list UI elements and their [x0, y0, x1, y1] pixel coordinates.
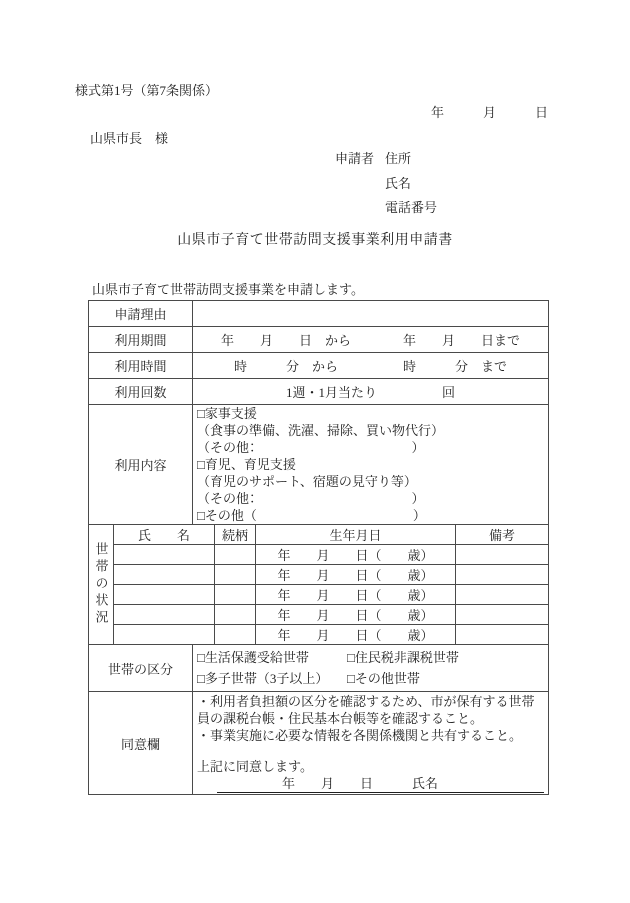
row-usage-content: [89, 405, 549, 525]
housework-other: （その他： ）: [197, 440, 425, 455]
signature-line-text: 年 月 日 氏名: [217, 776, 439, 791]
member-remarks-cell: [456, 605, 549, 625]
member-name-cell: [114, 585, 215, 605]
consent-item-1-line-2: 員の課税台帳・住民基本台帳等を確認すること。: [197, 711, 484, 726]
member-name-cell: [114, 625, 215, 645]
household-status-label: 世帯の状況: [89, 525, 114, 645]
checkbox-multi-child-household: □多子世帯（3子以上）: [197, 671, 329, 686]
consent-item-1-line-1: ・利用者負担額の区分を確認するため、市が保有する世帯: [197, 694, 535, 709]
member-name-cell: [114, 565, 215, 585]
applicant-address-label: 住所: [385, 151, 412, 166]
checkbox-tax-exempt-household: □住民税非課税世帯: [347, 650, 459, 665]
row-usage-count: [89, 379, 549, 405]
member-relationship-cell: [215, 585, 256, 605]
usage-count-value: 1週・1月当たり 回: [193, 379, 549, 405]
usage-content-value: [193, 405, 549, 525]
form-number: 様式第1号（第7条関係）: [75, 83, 219, 98]
consent-value: [193, 692, 549, 795]
application-reason-label: 申請理由: [89, 301, 193, 327]
consent-agree-text: 上記に同意します。: [197, 759, 313, 774]
checkbox-childcare: □育児、育児支援: [197, 457, 296, 472]
household-header-name: 氏 名: [114, 525, 215, 545]
member-birthdate-cell: 年 月 日（ 歳）: [256, 565, 456, 585]
usage-time-value: 時 分 から 時 分 まで: [193, 353, 549, 379]
usage-count-label: 利用回数: [89, 379, 193, 405]
intro-text: 山県市子育て世帯訪問支援事業を申請します。: [92, 282, 364, 297]
application-table: [88, 300, 549, 795]
row-usage-time: [89, 353, 549, 379]
row-household-category: [89, 645, 549, 692]
row-household-header: [89, 525, 549, 545]
member-relationship-cell: [215, 625, 256, 645]
consent-gap: [197, 744, 544, 758]
member-name-cell: [114, 605, 215, 625]
household-member-row: [89, 545, 549, 565]
applicant-row: [335, 151, 411, 167]
applicant-name-label: 氏名: [385, 176, 412, 191]
checkbox-other: □その他（ ）: [197, 508, 426, 523]
usage-period-label: 利用期間: [89, 327, 193, 353]
consent-label: 同意欄: [89, 692, 193, 795]
household-member-row: [89, 585, 549, 605]
household-header-relationship: 続柄: [215, 525, 256, 545]
member-birthdate-cell: 年 月 日（ 歳）: [256, 605, 456, 625]
date-line: 年 月 日: [430, 105, 548, 120]
housework-examples: （食事の準備、洗濯、掃除、買い物代行）: [197, 423, 445, 438]
member-relationship-cell: [215, 565, 256, 585]
document-title: 山県市子育て世帯訪問支援事業利用申請書: [177, 233, 453, 248]
childcare-examples: （育児のサポート、宿題の見守り等）: [197, 474, 417, 489]
household-member-row: [89, 605, 549, 625]
household-category-value: [193, 645, 549, 692]
applicant-label: 申請者: [335, 151, 375, 166]
member-birthdate-cell: 年 月 日（ 歳）: [256, 545, 456, 565]
member-relationship-cell: [215, 605, 256, 625]
addressee: 山県市長 様: [90, 131, 169, 146]
usage-content-label: 利用内容: [89, 405, 193, 525]
household-header-birthdate: 生年月日: [256, 525, 456, 545]
applicant-phone-label: 電話番号: [385, 200, 438, 215]
signature-line: [217, 775, 544, 793]
checkbox-welfare-household: □生活保護受給世帯: [197, 650, 309, 665]
household-header-remarks: 備考: [456, 525, 549, 545]
member-name-cell: [114, 545, 215, 565]
childcare-other: （その他： ）: [197, 491, 425, 506]
member-relationship-cell: [215, 545, 256, 565]
application-reason-value: [193, 301, 549, 327]
member-birthdate-cell: 年 月 日（ 歳）: [256, 625, 456, 645]
consent-item-2: ・事業実施に必要な情報を各関係機関と共有すること。: [197, 728, 523, 743]
checkbox-other-household: □その他世帯: [347, 671, 420, 686]
household-member-row: [89, 565, 549, 585]
row-application-reason: [89, 301, 549, 327]
row-usage-period: [89, 327, 549, 353]
usage-period-value: 年 月 日 から 年 月 日まで: [193, 327, 549, 353]
member-remarks-cell: [456, 625, 549, 645]
member-remarks-cell: [456, 585, 549, 605]
household-member-row: [89, 625, 549, 645]
member-remarks-cell: [456, 545, 549, 565]
member-remarks-cell: [456, 565, 549, 585]
row-consent: [89, 692, 549, 795]
member-birthdate-cell: 年 月 日（ 歳）: [256, 585, 456, 605]
household-category-label: 世帯の区分: [89, 645, 193, 692]
usage-time-label: 利用時間: [89, 353, 193, 379]
checkbox-housework: □家事支援: [197, 406, 257, 421]
